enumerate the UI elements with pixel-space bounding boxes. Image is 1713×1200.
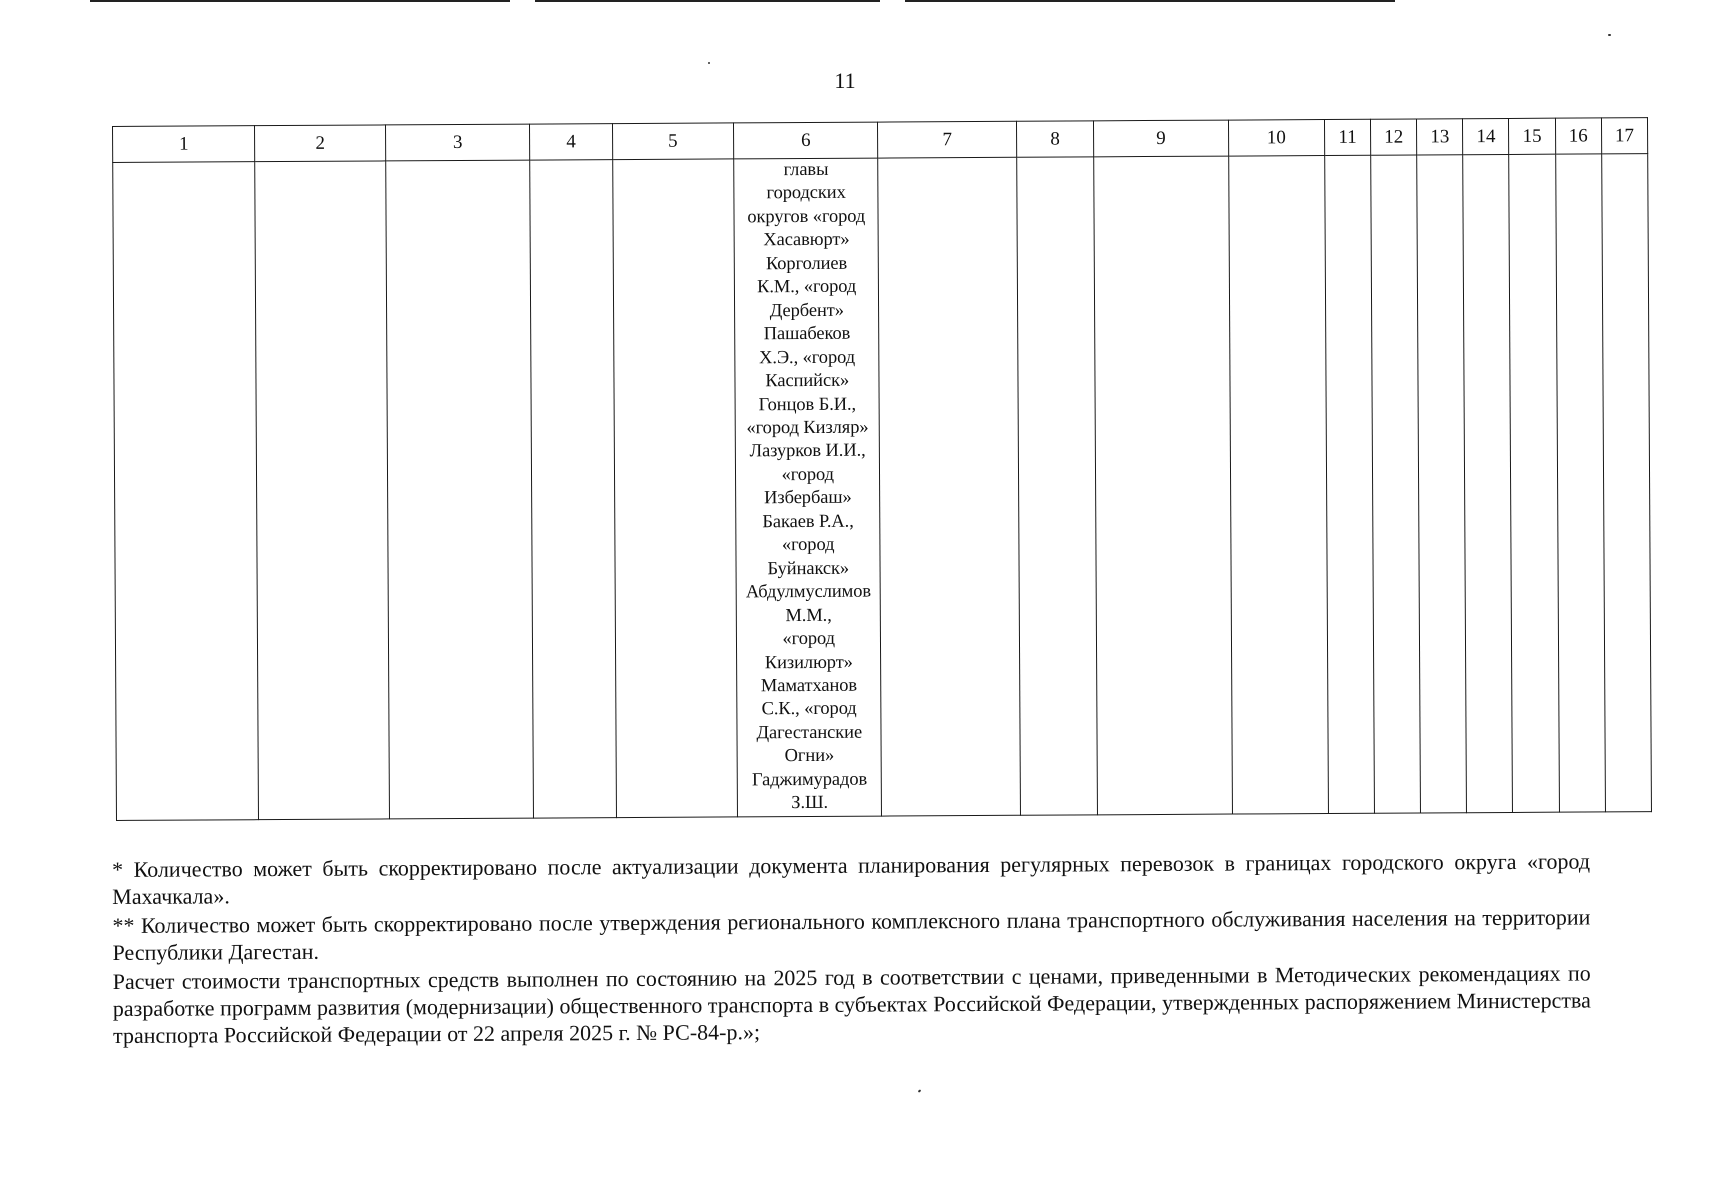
cell-col-17 <box>1601 154 1651 812</box>
cell-line: Маматханов <box>760 675 858 697</box>
column-header-14: 14 <box>1463 118 1509 154</box>
column-header-3: 3 <box>385 124 530 161</box>
column-header-11: 11 <box>1324 119 1370 155</box>
column-header-12: 12 <box>1371 119 1417 155</box>
cell-line: «город <box>782 628 835 650</box>
scan-speck <box>1608 34 1611 36</box>
cell-line: Дербент» <box>769 300 844 321</box>
cell-line: Огни» <box>784 746 835 767</box>
cell-line: Корголиев <box>765 253 848 275</box>
cell-col-14 <box>1463 154 1513 812</box>
cell-line: Пашабеков <box>763 323 851 345</box>
column-header-16: 16 <box>1555 118 1601 154</box>
cell-line: округов «город <box>747 206 866 228</box>
data-table <box>112 117 1652 821</box>
cell-line: С.К., «город <box>761 699 857 720</box>
cell-col-10 <box>1228 156 1328 814</box>
page-number: 11 <box>834 68 856 93</box>
column-header-9: 9 <box>1094 120 1229 157</box>
cell-line: Лазурков И.И., <box>749 441 866 462</box>
cell-line: Буйнакск» <box>767 558 850 579</box>
cell-col-12 <box>1371 155 1421 813</box>
cell-line: Каспийск» <box>765 370 850 392</box>
cell-col-1 <box>113 162 259 820</box>
footnote-3: Расчет стоимости транспортных средств выполнен по состоянию на 2025 год в соответствии с ценами, приведенными в Методических рекомендациях по разработке программ развития (модернизации) общественного транспорта в субъектах Российской Федерации, утвержденных распоряжением Министерства транспорта Российской Федерации от 22 апреля 2025 г. № РС-84-р.»; <box>112 960 1591 1048</box>
table-row <box>113 154 1652 821</box>
column-header-15: 15 <box>1509 118 1555 154</box>
column-header-5: 5 <box>612 123 734 160</box>
top-rule-middle <box>535 0 880 2</box>
cell-line: К.М., «город <box>757 276 857 298</box>
column-header-6: 6 <box>733 122 878 159</box>
cell-col-16 <box>1555 154 1605 812</box>
top-rule-right <box>905 0 1395 2</box>
cell-col-4 <box>530 160 616 818</box>
cell-col-15 <box>1509 154 1559 812</box>
cell-line: Абдулмуслимов <box>745 581 872 603</box>
cell-line: «город <box>781 464 835 486</box>
footnote-2: ** Количество может быть скорректировано после утверждения регионального комплексного плана транспортного обслуживания населения на территории Республики Дагестан. <box>112 904 1591 965</box>
cell-line: Дагестанские <box>756 722 863 744</box>
cell-col-2 <box>255 161 389 819</box>
cell-line: Гонцов Б.И., <box>758 394 857 415</box>
scan-speck <box>918 1089 922 1092</box>
cell-line: главы <box>783 159 829 181</box>
cell-line: Гаджимурадов <box>751 769 868 791</box>
column-header-13: 13 <box>1417 119 1463 155</box>
column-header-4: 4 <box>530 124 612 160</box>
footnotes <box>112 847 1591 1051</box>
scan-speck <box>708 62 710 64</box>
cell-line: «город <box>781 535 835 556</box>
column-header-1: 1 <box>113 126 256 163</box>
cell-col-3 <box>386 160 534 819</box>
cell-col-6 <box>734 158 882 817</box>
column-header-10: 10 <box>1228 120 1325 157</box>
column-header-17: 17 <box>1601 118 1647 154</box>
cell-line: М.М., <box>785 605 832 626</box>
cell-col-9 <box>1094 156 1232 814</box>
cell-col-11 <box>1325 155 1375 813</box>
cell-col-8 <box>1017 157 1098 815</box>
cell-line: Х.Э., «город <box>759 347 856 368</box>
footnote-1: * Количество может быть скорректировано после актуализации документа планирования регулярных перевозок в границах городского округа «город Махачкала». <box>112 848 1591 909</box>
cell-line: «город Кизляр» <box>746 417 869 439</box>
column-header-2: 2 <box>255 125 386 162</box>
cell-line: городских <box>766 183 846 204</box>
cell-line: Хасавюрт» <box>763 230 850 251</box>
top-rule-left <box>90 0 510 2</box>
cell-col-7 <box>878 157 1020 815</box>
cell-line: Кизилюрт» <box>764 652 853 673</box>
cell-line: З.Ш. <box>791 793 829 814</box>
column-header-7: 7 <box>878 121 1017 158</box>
cell-col-13 <box>1417 155 1467 813</box>
cell-col-5 <box>612 159 737 817</box>
cell-line: Избербаш» <box>764 488 852 509</box>
column-header-8: 8 <box>1016 121 1093 157</box>
cell-line: Бакаев Р.А., <box>762 511 854 533</box>
